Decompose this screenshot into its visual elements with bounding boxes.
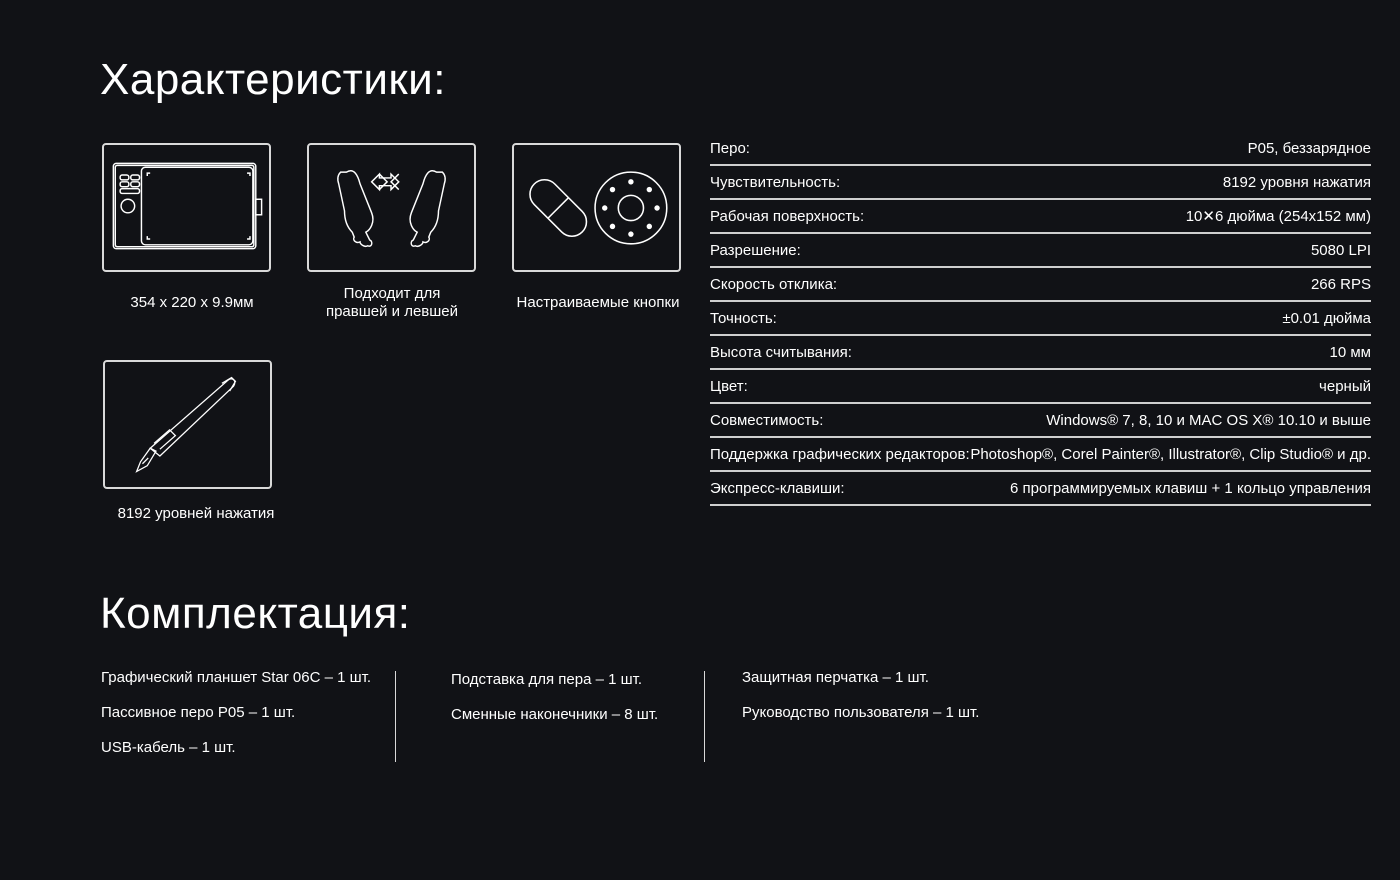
kit-column-2 (451, 670, 658, 740)
spec-label: Цвет: (710, 377, 748, 395)
spec-label: Точность: (710, 309, 777, 327)
spec-row (710, 166, 1371, 200)
spec-value: 266 RPS (1310, 275, 1371, 293)
kit-title: Комплектация: (100, 589, 411, 638)
spec-label: Чувствительность: (710, 173, 841, 191)
spec-value: 10 мм (1329, 343, 1371, 361)
spec-label: Экспресс-клавиши: (710, 479, 845, 497)
buttons-icon (514, 145, 679, 270)
spec-value: ±0.01 дюйма (1282, 309, 1371, 327)
spec-row (710, 302, 1371, 336)
pen-icon (105, 362, 270, 487)
spec-row (710, 472, 1371, 506)
spec-label: Совместимость: (710, 411, 824, 429)
spec-value: 5080 LPI (1310, 241, 1371, 259)
kit-column-1 (101, 668, 371, 773)
spec-value: 8192 уровня нажатия (1222, 173, 1371, 191)
feature-caption-buttons: Настраиваемые кнопки (516, 294, 680, 311)
spec-value: 6 программируемых клавиш + 1 кольцо управления (1010, 479, 1371, 497)
specs-title: Характеристики: (100, 55, 446, 104)
spec-row (710, 438, 1371, 472)
spec-value: черный (1319, 377, 1371, 395)
kit-item: Руководство пользователя – 1 шт. (742, 704, 980, 721)
spec-label: Рабочая поверхность: (710, 207, 865, 225)
feature-card-buttons (512, 143, 681, 272)
feature-card-hands (307, 143, 476, 272)
spec-value: Windows® 7, 8, 10 и MAC OS X® 10.10 и выше (1046, 411, 1371, 429)
spec-row (710, 404, 1371, 438)
spec-row (710, 132, 1371, 166)
feature-caption-pen: 8192 уровней нажатия (117, 505, 275, 522)
kit-item: Графический планшет Star 06C – 1 шт. (101, 669, 372, 686)
spec-label: Перо: (710, 139, 750, 157)
spec-label: Поддержка графических редакторов: (710, 445, 970, 463)
kit-item: Пассивное перо P05 – 1 шт. (101, 704, 296, 721)
spec-label: Скорость отклика: (710, 275, 838, 293)
tablet-icon (104, 145, 269, 270)
spec-row (710, 200, 1371, 234)
feature-card-pen (103, 360, 272, 489)
kit-item: USB-кабель – 1 шт. (101, 739, 236, 756)
spec-value: 10✕6 дюйма (254x152 мм) (1185, 208, 1371, 225)
kit-item: Защитная перчатка – 1 шт. (742, 669, 929, 686)
kit-divider (704, 671, 705, 762)
spec-row (710, 268, 1371, 302)
spec-row (710, 234, 1371, 268)
spec-label: Разрешение: (710, 241, 801, 259)
kit-item: Сменные наконечники – 8 шт. (451, 706, 659, 723)
feature-caption-size: 354 x 220 x 9.9мм (130, 294, 254, 311)
spec-value: Photoshop®, Corel Painter®, Illustrator®, Clip Studio® и др. (970, 445, 1371, 463)
spec-value: P05, беззарядное (1247, 139, 1371, 157)
feature-card-size (102, 143, 271, 272)
kit-item: Подставка для пера – 1 шт. (451, 671, 643, 688)
hands-icon (309, 145, 474, 270)
spec-table (710, 132, 1371, 506)
kit-column-3 (742, 668, 979, 738)
spec-row (710, 370, 1371, 404)
kit-divider (395, 671, 396, 762)
spec-row (710, 336, 1371, 370)
feature-caption-hands: Подходит для правшей и левшей (325, 285, 459, 320)
spec-label: Высота считывания: (710, 343, 852, 361)
